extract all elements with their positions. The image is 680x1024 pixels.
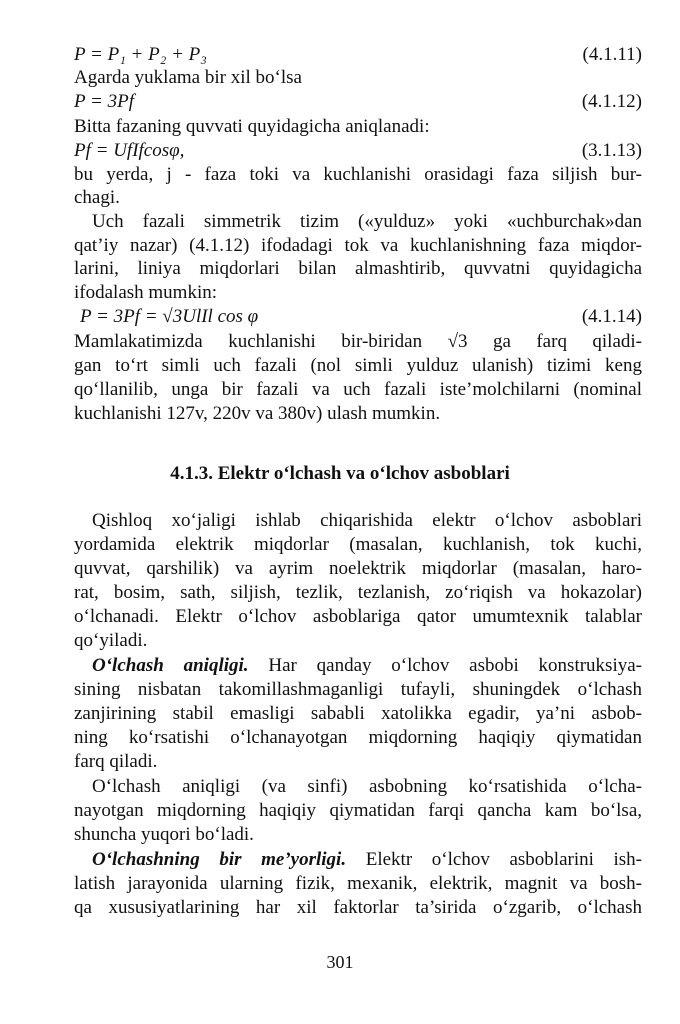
page-number: 301 — [326, 952, 354, 972]
text-line: bu yerda, j - faza toki va kuchlanishi orasidagi faza siljish bur- — [74, 164, 642, 185]
text-line: yordamida elektrik miqdorlar (masalan, kuchlanish, tok kuchi, — [74, 534, 642, 555]
equation-formula: P = 3Pf = √3UlIl cos φ — [80, 306, 259, 327]
text-line: qo‘llanilib, unga bir fazali va uch fazali iste’molchilarni (nominal — [74, 379, 642, 400]
text-line: larini, liniya miqdorlari bilan almashtirib, quvvatni quyidagicha — [74, 258, 642, 279]
text-line: qat’iy nazar) (4.1.12) ifodadagi tok va kuchlanishning faza miqdor- — [74, 235, 642, 256]
equation-formula: Pf = UfIfcosφ, — [74, 140, 185, 161]
equation-number: (3.1.13) — [581, 140, 642, 161]
text-line: farq qiladi. — [74, 751, 158, 772]
section-heading: 4.1.3. Elektr o‘lchash va o‘lchov asboblari — [170, 463, 510, 484]
text-line: chagi. — [74, 187, 120, 208]
text-line: o‘lchanadi. Elektr o‘lchov asboblariga qator umumtexnik talablar — [74, 606, 642, 627]
text-line: Agarda yuklama bir xil bo‘lsa — [74, 67, 302, 88]
text-line: latish jarayonida ularning fizik, mexanik, elektrik, magnit va bosh- — [74, 873, 642, 894]
text-line: Mamlakatimizda kuchlanishi bir-biridan √3 ga farq qiladi- — [74, 331, 642, 352]
equation-4-1-11 — [74, 44, 642, 66]
text-span: Har qanday o‘lchov asbobi konstruksiya- — [268, 655, 642, 676]
text-line: zanjirining stabil emasligi sababli xatolikka egadir, ya’ni asbob- — [74, 703, 642, 724]
text-line: qo‘yiladi. — [74, 630, 148, 651]
text-line: O‘lchash aniqligi (va sinfi) asbobning ko‘rsatishida o‘lcha- — [92, 776, 642, 797]
term-olchash-aniqligi: O‘lchash aniqligi. — [92, 655, 249, 676]
text-line: nayotgan miqdorning haqiqiy qiymatidan farqi qancha kam bo‘lsa, — [74, 800, 642, 821]
text-line: gan to‘rt simli uch fazali (nol simli yulduz ulanish) tizimi keng — [74, 355, 642, 376]
text-line: kuchlanishi 127v, 220v va 380v) ulash mumkin. — [74, 403, 441, 424]
text-line: ifodalash mumkin: — [74, 282, 218, 303]
equation-number: (4.1.11) — [582, 44, 642, 65]
text-line — [92, 655, 642, 677]
text-line: qa xususiyatlarining har xil faktorlar ta’sirida o‘zgarib, o‘lchash — [74, 897, 642, 918]
equation-number: (4.1.12) — [581, 91, 642, 112]
equation-formula: P = P₁ + P₂ + P₃ — [74, 44, 207, 65]
equation-4-1-14 — [74, 306, 642, 328]
text-line — [92, 849, 642, 871]
term-bir-meyorligi: O‘lchashning bir me’yorligi. — [92, 849, 347, 870]
text-line: Uch fazali simmetrik tizim («yulduz» yoki «uchburchak»dan — [92, 211, 642, 232]
text-line: Qishloq xo‘jaligi ishlab chiqarishida elektr o‘lchov asboblari — [92, 510, 642, 531]
text-line: quvvat, qarshilik) va ayrim noelektrik miqdorlar (masalan, haro- — [74, 558, 642, 579]
equation-3-1-13 — [74, 140, 642, 162]
text-line: sining nisbatan takomillashmaganligi tufayli, shuningdek o‘lchash — [74, 679, 642, 700]
text-line: Bitta fazaning quvvati quyidagicha aniqlanadi: — [74, 116, 430, 137]
equation-number: (4.1.14) — [581, 306, 642, 327]
text-span: Elektr o‘lchov asboblarini ish- — [365, 849, 643, 870]
text-line: ning ko‘rsatishi o‘lchanayotgan miqdorning haqiqiy qiymatidan — [74, 727, 642, 748]
equation-4-1-12 — [74, 91, 642, 113]
text-line: rat, bosim, sath, siljish, tezlik, tezlanish, zo‘riqish va hokazolar) — [74, 582, 642, 603]
equation-formula: P = 3Pf — [74, 91, 134, 112]
text-line: shuncha yuqori bo‘ladi. — [74, 824, 254, 845]
